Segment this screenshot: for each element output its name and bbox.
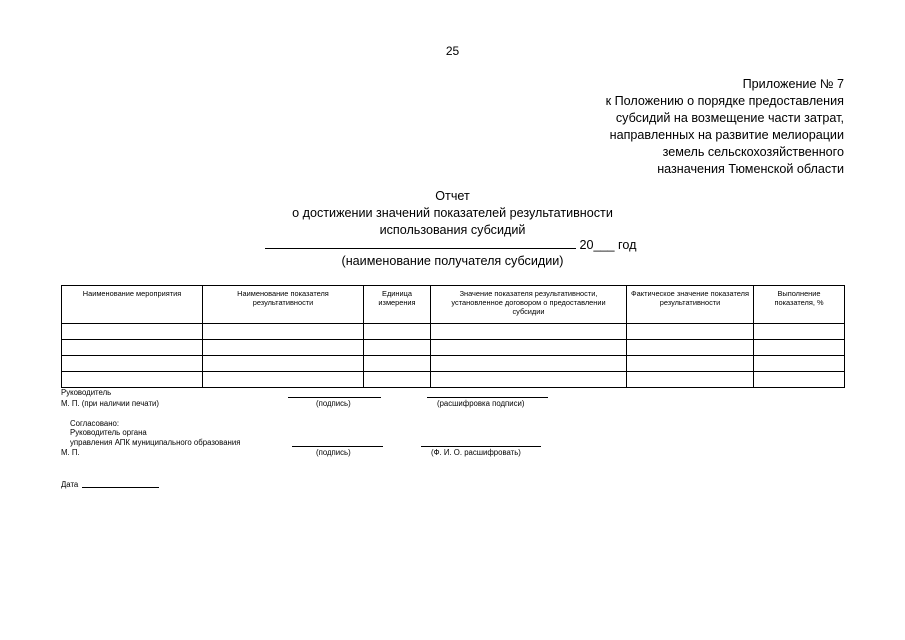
table-cell[interactable] (627, 372, 754, 388)
appendix-line: Приложение № 7 (742, 77, 844, 91)
table-row (62, 340, 845, 356)
column-header-actual-value: Фактическое значение показателя результативности (627, 286, 754, 324)
recipient-line-row (265, 237, 636, 252)
stamp-note: М. П. (при наличии печати) (61, 399, 159, 408)
appendix-line: к Положению о порядке предоставления (605, 94, 844, 108)
appendix-line: назначения Тюменской области (657, 162, 844, 176)
column-header-indicator: Наименование показателя результативности (203, 286, 364, 324)
table-cell[interactable] (364, 324, 431, 340)
table-cell[interactable] (364, 372, 431, 388)
table-cell[interactable] (203, 356, 364, 372)
title-line: Отчет (435, 189, 470, 203)
agreed-label: Согласовано: (70, 419, 120, 428)
title-line: о достижении значений показателей результативности (292, 206, 613, 220)
fio-caption: (Ф. И. О. расшифровать) (431, 448, 521, 457)
column-header-completion: Выполнение показателя, % (754, 286, 845, 324)
table-cell[interactable] (431, 372, 627, 388)
table-cell[interactable] (203, 372, 364, 388)
table-cell[interactable] (431, 324, 627, 340)
date-label: Дата (61, 480, 79, 489)
table-cell[interactable] (62, 372, 203, 388)
fio-line (421, 446, 541, 447)
table-cell[interactable] (364, 340, 431, 356)
appendix-line: направленных на развитие мелиорации (609, 128, 844, 142)
signature-line (292, 446, 383, 447)
table-cell[interactable] (754, 340, 845, 356)
table-cell[interactable] (627, 356, 754, 372)
table-cell[interactable] (431, 340, 627, 356)
table-cell[interactable] (627, 324, 754, 340)
table-cell[interactable] (62, 324, 203, 340)
table-header-row (62, 286, 845, 324)
mp-label: М. П. (61, 448, 80, 457)
table-cell[interactable] (203, 340, 364, 356)
year-text: 20___ год (579, 238, 637, 252)
recipient-blank-line (265, 237, 576, 249)
appendix-line: субсидий на возмещение части затрат, (615, 111, 844, 125)
table-row (62, 372, 845, 388)
table-cell[interactable] (754, 356, 845, 372)
table-cell[interactable] (203, 324, 364, 340)
table-cell[interactable] (754, 324, 845, 340)
authority-line-1: Руководитель органа (70, 428, 147, 437)
head-label: Руководитель (61, 388, 112, 397)
table-cell[interactable] (364, 356, 431, 372)
column-header-activity: Наименование мероприятия (62, 286, 203, 324)
appendix-block (424, 76, 844, 178)
decoding-caption: (расшифровка подписи) (437, 399, 525, 408)
table-row (62, 324, 845, 340)
table-row (62, 356, 845, 372)
column-header-unit: Единица измерения (364, 286, 431, 324)
decoding-line (427, 397, 548, 398)
appendix-line: земель сельскохозяйственного (662, 145, 844, 159)
authority-line-2: управления АПК муниципального образования (70, 438, 241, 447)
page-number: 25 (445, 44, 460, 58)
recipient-caption: (наименование получателя субсидии) (341, 254, 564, 268)
signature-caption: (подпись) (316, 399, 351, 408)
table-cell[interactable] (627, 340, 754, 356)
table-cell[interactable] (754, 372, 845, 388)
report-table (61, 285, 845, 388)
column-header-planned-value: Значение показателя результативности, установленное договором о предоставлении субсидии (431, 286, 627, 324)
table-cell[interactable] (431, 356, 627, 372)
signature-line (288, 397, 381, 398)
date-line (82, 487, 159, 488)
report-title (0, 188, 905, 239)
table-cell[interactable] (62, 356, 203, 372)
signature-caption: (подпись) (316, 448, 351, 457)
title-line: использования субсидий (379, 223, 526, 237)
table-cell[interactable] (62, 340, 203, 356)
